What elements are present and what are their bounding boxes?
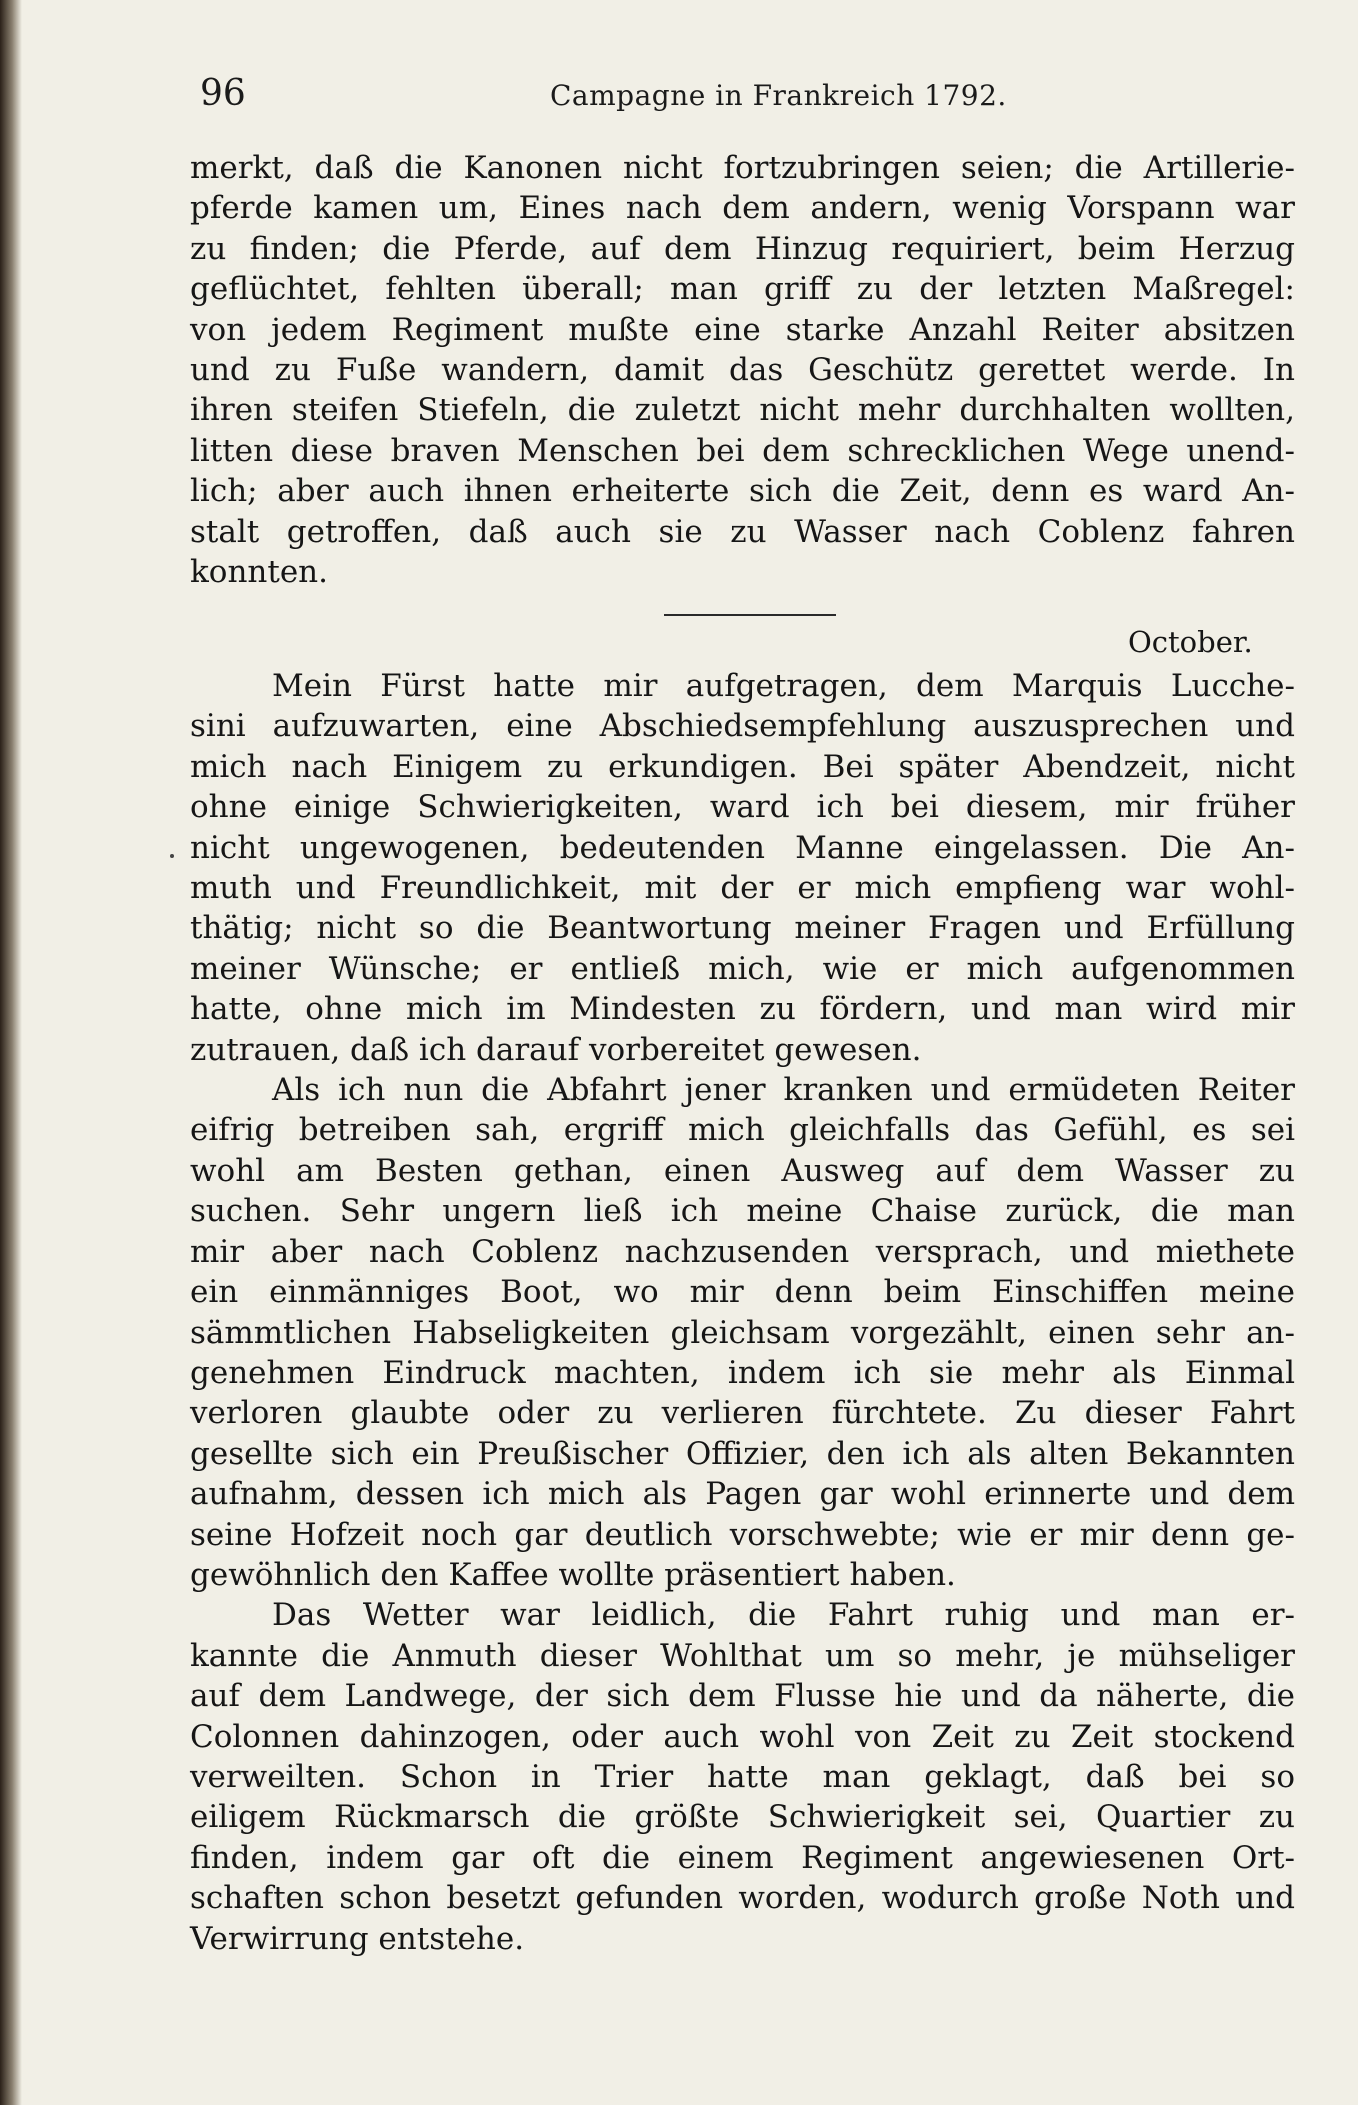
text-line: meiner Wünsche; er entließ mich, wie er mich aufgenommen <box>190 950 1295 987</box>
text-line: verloren glaubte oder zu verlieren fürchtete. Zu dieser Fahrt <box>190 1395 1295 1432</box>
text-line: stalt getroffen, daß auch sie zu Wasser nach Coblenz fahren <box>190 513 1295 550</box>
text-line: litten diese braven Menschen bei dem schrecklichen Wege unend- <box>190 432 1295 469</box>
text-line: mir aber nach Coblenz nachzusenden versprach, und miethete <box>190 1233 1295 1270</box>
text-line: wohl am Besten gethan, einen Ausweg auf dem Wasser zu <box>190 1152 1295 1189</box>
text-line: mich nach Einigem zu erkundigen. Bei später Abendzeit, nicht <box>190 748 1295 785</box>
text-line: Mein Fürst hatte mir aufgetragen, dem Marquis Lucche- <box>272 668 1295 704</box>
text-line: eifrig betreiben sah, ergriff mich gleichfalls das Gefühl, es sei <box>190 1112 1295 1149</box>
text-line: ein einmänniges Boot, wo mir denn beim Einschiffen meine <box>190 1274 1295 1311</box>
text-line: finden, indem gar oft die einem Regiment angewiesenen Ort- <box>190 1839 1295 1876</box>
text-line: eiligem Rückmarsch die größte Schwierigkeit sei, Quartier zu <box>190 1799 1295 1836</box>
text-line: Colonnen dahinzogen, oder auch wohl von Zeit zu Zeit stockend <box>190 1718 1295 1755</box>
text-line: sämmtlichen Habseligkeiten gleichsam vorgezählt, einen sehr an- <box>190 1314 1295 1351</box>
section-heading: October. <box>1128 625 1253 659</box>
paragraph <box>190 1070 1295 1595</box>
text-line: nicht ungewogenen, bedeutenden Manne eingelassen. Die An- <box>190 829 1295 866</box>
page-header <box>200 72 1300 116</box>
margin-mark <box>170 854 174 858</box>
text-line: suchen. Sehr ungern ließ ich meine Chaise zurück, die man <box>190 1193 1295 1230</box>
text-line: lich; aber auch ihnen erheiterte sich die Zeit, denn es ward An- <box>190 473 1295 510</box>
binding-edge-shadow <box>0 0 22 2105</box>
text-line: und zu Fuße wandern, damit das Geschütz gerettet werde. In <box>190 352 1295 389</box>
text-line: ohne einige Schwierigkeiten, ward ich bei diesem, mir früher <box>190 789 1295 826</box>
text-line: seine Hofzeit noch gar deutlich vorschwebte; wie er mir denn ge- <box>190 1516 1295 1553</box>
text-line: Das Wetter war leidlich, die Fahrt ruhig und man er- <box>272 1597 1295 1634</box>
text-line: von jedem Regiment mußte eine starke Anzahl Reiter absitzen <box>190 311 1295 348</box>
text-line: merkt, daß die Kanonen nicht fortzubringen seien; die Artillerie- <box>190 150 1295 186</box>
text-line: hatte, ohne mich im Mindesten zu fördern, und man wird mir <box>190 991 1295 1028</box>
text-line: konnten. <box>190 554 329 591</box>
text-line: genehmen Eindruck machten, indem ich sie mehr als Einmal <box>190 1354 1295 1391</box>
text-line: kannte die Anmuth dieser Wohlthat um so mehr, je mühseliger <box>190 1637 1295 1674</box>
text-line: gesellte sich ein Preußischer Offizier, den ich als alten Bekannten <box>190 1435 1295 1472</box>
text-line: aufnahm, dessen ich mich als Pagen gar wohl erinnerte und dem <box>190 1476 1295 1513</box>
text-line: thätig; nicht so die Beantwortung meiner Fragen und Erfüllung <box>190 910 1295 947</box>
text-block-continuation <box>190 148 1295 592</box>
text-line: Als ich nun die Abfahrt jener kranken und ermüdeten Reiter <box>272 1072 1295 1109</box>
text-line: pferde kamen um, Eines nach dem andern, wenig Vorspann war <box>190 190 1295 227</box>
text-line: zu finden; die Pferde, auf dem Hinzug requiriert, beim Herzug <box>190 230 1295 267</box>
running-title: Campagne in Frankreich 1792. <box>550 79 1007 112</box>
paragraph <box>190 666 1295 1070</box>
text-line: gewöhnlich den Kaffee wollte präsentiert haben. <box>190 1556 956 1593</box>
page-number: 96 <box>200 73 246 114</box>
text-line: muth und Freundlichkeit, mit der er mich empfieng war wohl- <box>190 870 1295 907</box>
paragraph <box>190 148 1295 592</box>
text-line: schaften schon besetzt gefunden worden, wodurch große Noth und <box>190 1880 1295 1917</box>
text-line: auf dem Landwege, der sich dem Flusse hie und da näherte, die <box>190 1678 1295 1715</box>
text-line: sini aufzuwarten, eine Abschiedsempfehlung auszusprechen und <box>190 708 1295 745</box>
paragraph <box>190 1595 1295 1959</box>
section-divider <box>664 614 836 616</box>
text-block-october <box>190 666 1295 1959</box>
text-line: verweilten. Schon in Trier hatte man geklagt, daß bei so <box>190 1758 1295 1795</box>
text-line: Verwirrung entstehe. <box>190 1920 525 1957</box>
text-line: zutrauen, daß ich darauf vorbereitet gewesen. <box>190 1031 922 1068</box>
text-line: ihren steifen Stiefeln, die zuletzt nicht mehr durchhalten wollten, <box>190 392 1295 429</box>
text-line: geflüchtet, fehlten überall; man griff zu der letzten Maßregel: <box>190 271 1295 308</box>
